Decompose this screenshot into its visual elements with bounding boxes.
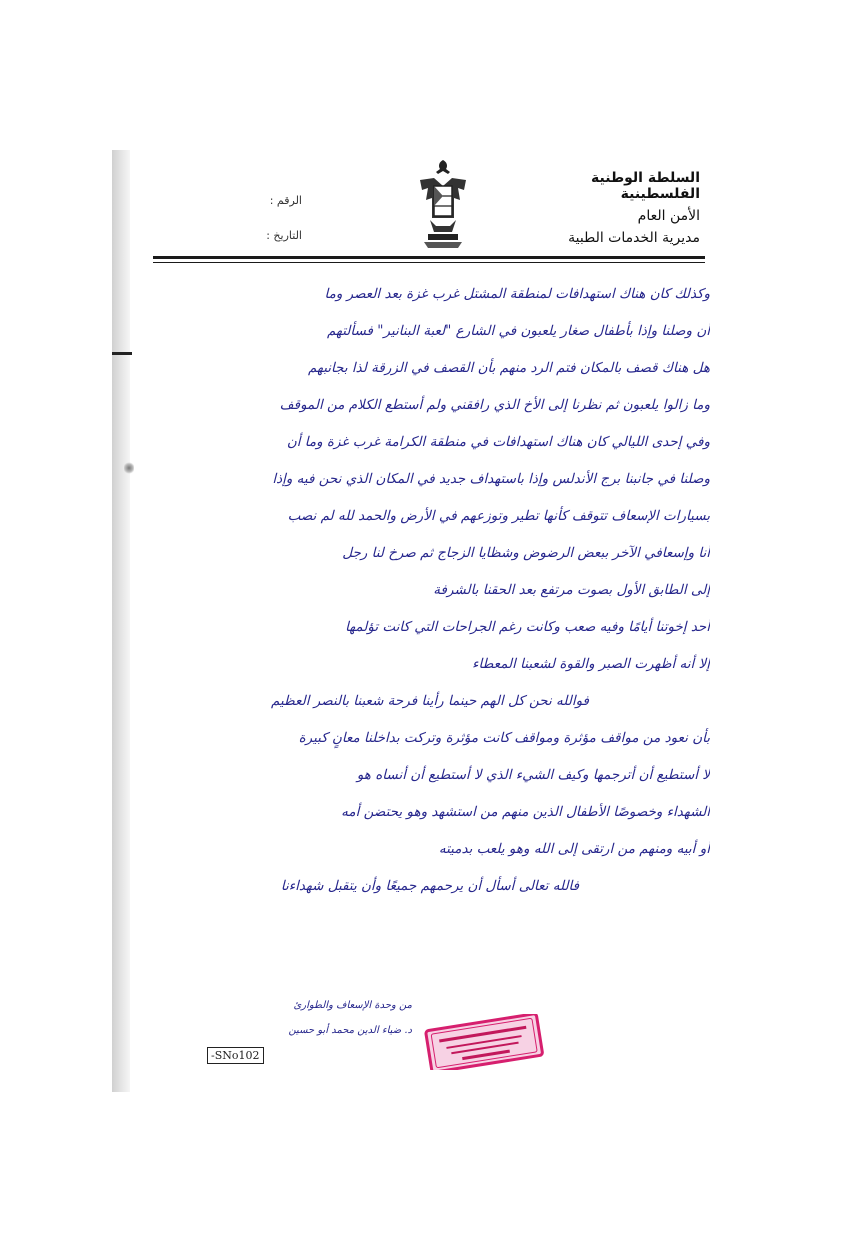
letter-line: فالله تعالى أسأل أن يرحمهم جميعًا وأن يتقبل شهداءنا [280,878,580,894]
letterhead-ref-block [232,194,302,264]
letter-line: وصلنا في جانبنا برج الأندلس وإذا باستهداف جديد في المكان الذي نحن فيه وإذا [272,471,710,487]
stamp-seal [424,1014,544,1070]
eagle-emblem-icon [414,156,472,252]
letterhead-rule-thin [153,262,705,263]
letter-line: بأن نعود من مواقف مؤثرة ومواقف كانت مؤثرة وتركت بداخلنا معانٍ كبيرة [298,730,710,746]
department-name: الأمن العام [637,208,700,224]
letter-line: فوالله نحن كل الهم حينما رأينا فرحة شعبنا بالنصر العظيم [270,693,589,709]
letter-line: بسيارات الإسعاف تتوقف كأنها تطير وتوزعهم في الأرض والحمد لله لم نصب [287,508,710,524]
directorate-name: مديرية الخدمات الطبية [568,230,700,246]
letter-line: إلا أنه أظهرت الصبر والقوة لشعبنا المعطاء [472,656,710,672]
letter-line: وما زالوا يلعبون ثم نظرنا إلى الأخ الذي رافقني ولم أستطع الكلام من الموقف [279,397,710,413]
handwritten-letter-body [150,276,710,905]
date-label: التاريخ : [266,229,302,242]
letter-line: الشهداء وخصوصًا الأطفال الذين منهم من استشهد وهو يحتضن أمه [341,804,710,820]
letter-line: وفي إحدى الليالي كان هناك استهدافات في منطقة الكرامة غرب غزة وما أن [286,434,710,450]
letter-line: وكذلك كان هناك استهدافات لمنطقة المشتل غرب غزة بعد العصر وما [324,286,710,302]
scan-edge-shadow [112,150,130,1092]
letter-line: هل هناك قصف بالمكان فتم الرد منهم بأن القصف في الزرقة لذا بجانبهم [308,360,710,376]
scan-mark [112,352,132,355]
number-label: الرقم : [269,194,302,207]
signature-name: د. ضياء الدين محمد أبو حسين [288,1025,412,1036]
letter-line: أو أبيه ومنهم من ارتقى إلى الله وهو يلعب بدميته [438,841,710,857]
letter-line: أنا وإسعافي الآخر ببعض الرضوض وشظايا الزجاج ثم صرخ لنا رجل [342,545,710,561]
letter-line: إلى الطابق الأول بصوت مرتفع بعد الحقنا بالشرفة [433,582,710,598]
letterhead-org-block [510,170,700,246]
ink-smudge [124,462,134,474]
letter-line: أحد إخوتنا أيامًا وفيه صعب وكانت رغم الجراحات التي كانت تؤلمها [345,619,710,635]
letterhead-rule-thick [153,256,705,259]
letter-line: أن وصلنا وإذا بأطفال صغار يلعبون في الشارع "لعبة البنانير" فسألتهم [327,323,710,339]
serial-number-box: -SNo102 [207,1047,264,1064]
org-name: السلطة الوطنية الفلسطينية [591,170,700,202]
signature-block [192,1000,412,1050]
signature-unit: من وحدة الإسعاف والطوارئ [293,1000,412,1011]
letter-line: لا أستطيع أن أترجمها وكيف الشيء الذي لا أستطيع أن أنساه هو [356,767,710,783]
